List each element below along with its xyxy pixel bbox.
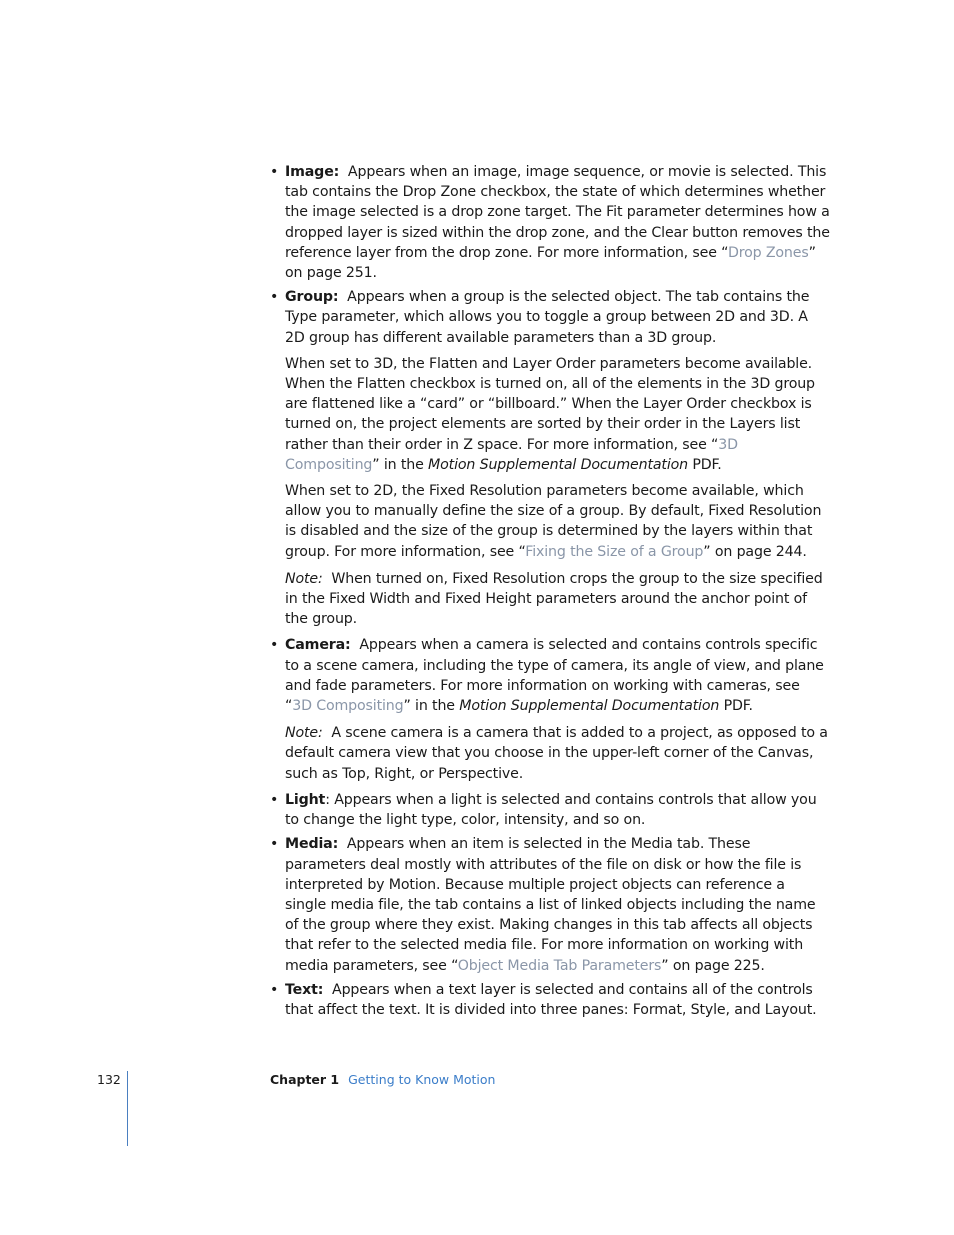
group-note [285, 569, 830, 630]
list-item-text [270, 980, 830, 1020]
link-3d-compositing[interactable]: 3D Compositing [292, 698, 404, 715]
item-paragraph [285, 635, 830, 716]
bullet-icon: • [270, 637, 279, 654]
item-text: When set to 3D, the Flatten and Layer Order parameters become available. When the Flatten checkbox is turned on, all of the elements in the 3D group are flattened like a “card” or “billboard.” When the Layer Order checkbox is turned on, the project elements are sorted by their order in the Layers list rather than their order in Z space. For more information, see “ [285, 355, 815, 453]
link-fixing-size-of-group[interactable]: Fixing the Size of a Group [525, 543, 704, 560]
item-text: PDF. [719, 698, 753, 715]
item-paragraph [285, 980, 830, 1020]
item-paragraph [285, 790, 830, 830]
bullet-icon: • [270, 289, 279, 306]
note-text: When turned on, Fixed Resolution crops the group to the size specified in the Fixed Width and Fixed Height parameters around the anchor point of the group. [285, 570, 823, 628]
group-2d-paragraph [285, 481, 830, 562]
item-text: ” on page 225. [661, 957, 765, 974]
list-item-light [270, 790, 830, 830]
page-number: 132 [97, 1072, 121, 1087]
bullet-icon: • [270, 164, 279, 180]
bullet-icon: • [270, 791, 279, 808]
item-text: ” on page 244. [703, 543, 807, 560]
chapter-footer [270, 1072, 495, 1088]
doc-title: Motion Supplemental Documentation [428, 456, 688, 473]
list-item-media [270, 834, 830, 975]
note-text: A scene camera is a camera that is added to a project, as opposed to a default camera view that you choose in the upper-left corner of the Canvas, such as Top, Right, or Perspective. [285, 725, 828, 782]
bullet-icon: • [270, 981, 279, 998]
item-text: Appears when a group is the selected object. The tab contains the Type parameter, which allows you to toggle a group between 2D and 3D. A 2D group has different available parameters than a 3D group. [285, 289, 810, 346]
item-term: Media: [285, 836, 339, 853]
footer-divider [127, 1071, 128, 1146]
list-item-group [270, 287, 830, 629]
item-term: Group: [285, 289, 339, 306]
item-term: Text: [285, 981, 324, 998]
item-text: PDF. [688, 456, 722, 473]
item-term: Image: [285, 164, 340, 180]
item-text: Appears when a camera is selected and contains controls specific to a scene camera, including the type of camera, its angle of view, and plane and fade parameters. For more information on working with cameras, see “ [285, 637, 824, 715]
note-label: Note: [285, 725, 323, 742]
chapter-label: Chapter 1 [270, 1072, 340, 1087]
note-label: Note: [285, 570, 323, 587]
item-term: Light [285, 791, 326, 808]
item-text: ” on page 251. [285, 244, 816, 282]
link-3d-compositing[interactable]: 3D Compositing [285, 436, 738, 473]
chapter-title-link[interactable]: Getting to Know Motion [348, 1072, 496, 1087]
group-3d-paragraph [285, 354, 830, 475]
item-text: : Appears when a light is selected and contains controls that allow you to change the light type, color, intensity, and so on. [285, 791, 817, 829]
item-paragraph [285, 287, 830, 348]
camera-note [285, 723, 830, 784]
bullet-icon: • [270, 836, 279, 853]
page-content [270, 162, 830, 1024]
link-object-media-tab-parameters[interactable]: Object Media Tab Parameters [457, 957, 662, 974]
item-term: Camera: [285, 637, 351, 654]
item-paragraph [285, 834, 830, 975]
item-text: ” in the [403, 698, 460, 715]
link-drop-zones[interactable]: Drop Zones [727, 244, 809, 261]
item-text: Appears when a text layer is selected and contains all of the controls that affect the text. It is divided into three panes: Format, Style, and Layout. [285, 981, 817, 1018]
item-paragraph [285, 162, 830, 283]
list-item-image [270, 162, 830, 283]
item-text: ” in the [372, 456, 429, 473]
item-text: Appears when an item is selected in the Media tab. These parameters deal mostly with attributes of the file on disk or how the file is interpreted by Motion. Because multiple project objects can reference a single media file, the tab contains a list of linked objects including the name of the group where they exist. Making changes in this tab affects all objects that refer to the selected media file. For more information on working with media parameters, see “ [285, 836, 816, 974]
item-text: When set to 2D, the Fixed Resolution parameters become available, which allow you to manually define the size of a group. By default, Fixed Resolution is disabled and the size of the group is determined by the layers within that group. For more information, see “ [285, 483, 822, 560]
doc-title: Motion Supplemental Documentation [459, 698, 720, 715]
list-item-camera [270, 635, 830, 783]
item-text: Appears when an image, image sequence, or movie is selected. This tab contains the Drop Zone checkbox, the state of which determines whether the image selected is a drop zone target. The Fit parameter determines how a dropped layer is sized within the drop zone, and the Clear button removes the reference layer from the drop zone. For more information, see “ [285, 164, 830, 261]
